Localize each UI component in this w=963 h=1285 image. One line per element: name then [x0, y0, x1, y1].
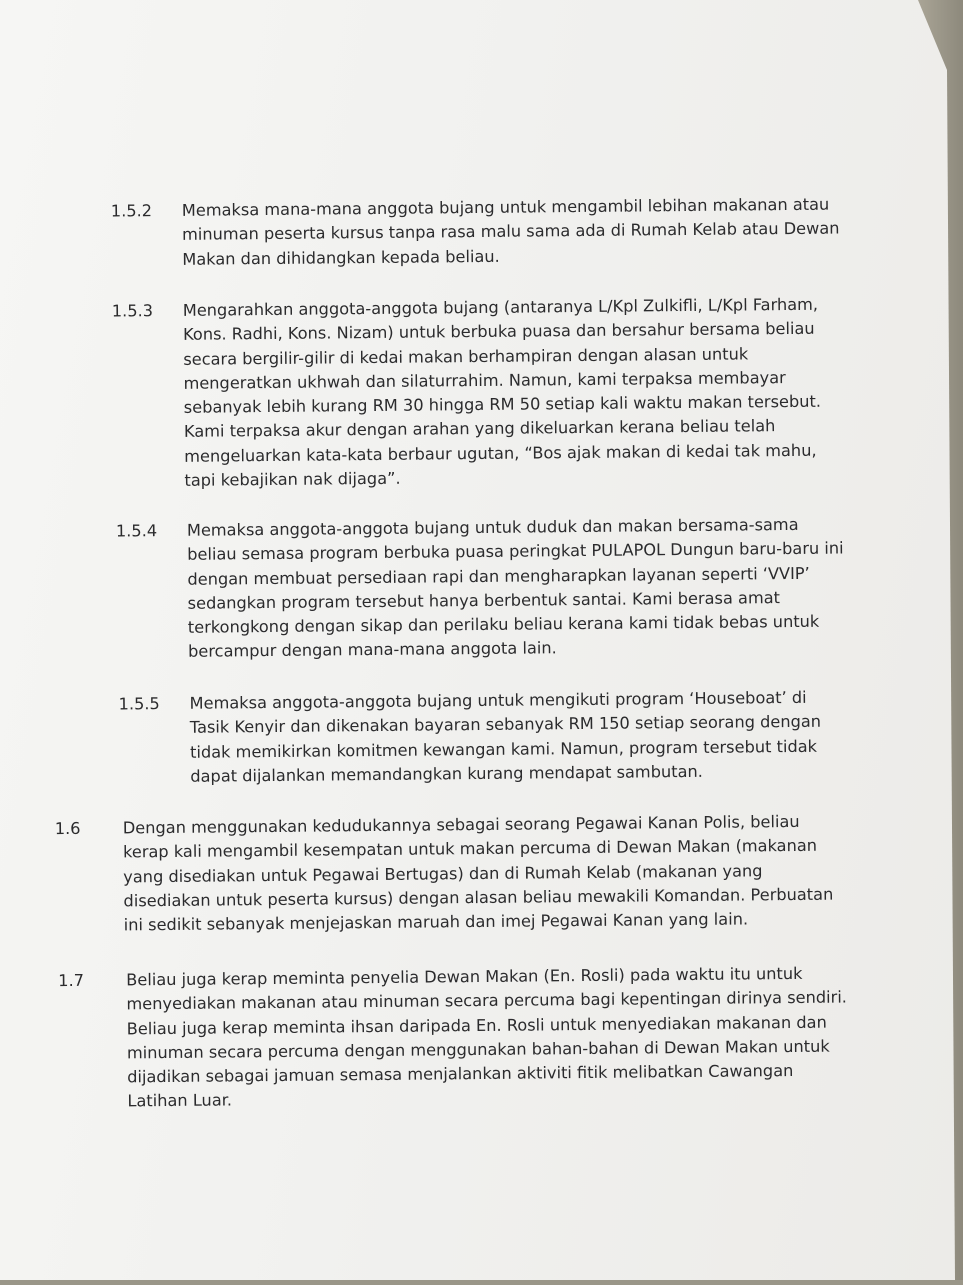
- clause-number: 1.5.3: [111, 301, 154, 321]
- clause-number: 1.5.5: [118, 694, 160, 714]
- clause-number: 1.6: [54, 818, 81, 839]
- clause-text: Memaksa mana-mana anggota bujang untuk mengambil lebihan makanan atau minuman peserta kursus tanpa rasa malu sama ada di Rumah Kelab atau Dewan Makan dan dihidangkan kepada beliau.: [181, 194, 840, 269]
- clause-text: Memaksa anggota-anggota bujang untuk mengikuti program ‘Houseboat’ di Tasik Kenyir dan dikenakan bayaran sebanyak RM 150 setiap seorang dengan tidak memikirkan komitmen kewangan kami. Namun, program tersebut tidak dapat dijalankan memandangkan kurang mendapat sambutan.: [189, 687, 822, 786]
- clause-text: Beliau juga kerap meminta penyelia Dewan Makan (En. Rosli) pada waktu itu untuk menyediakan makanan atau minuman secara percuma bagi kepentingan dirinya sendiri. Beliau juga kerap meminta ihsan daripada En. Rosli untuk menyediakan makanan dan minuman secara percuma dengan menggunakan bahan-bahan di Dewan Makan untuk dijadikan sebagai jamuan semasa menjalankan aktiviti fitik melibatkan Cawangan Latihan Luar.: [126, 963, 848, 1111]
- clause-number: 1.5.4: [115, 521, 158, 541]
- clause-number: 1.5.2: [110, 201, 153, 221]
- clause-number: 1.7: [58, 970, 85, 991]
- clause-text: Dengan menggunakan kedudukannya sebagai seorang Pegawai Kanan Polis, beliau kerap kali mengambil kesempatan untuk makan percuma di Dewan Makan (makanan yang disediakan untuk Pegawai Bertugas) dan di Rumah Kelab (makanan yang disediakan untuk peserta kursus) dengan alasan beliau mewakili Komandan. Perbuatan ini sedikit sebanyak menjejaskan maruah dan imej Pegawai Kanan yang lain.: [122, 811, 834, 935]
- clause-text: Mengarahkan anggota-anggota bujang (antaranya L/Kpl Zulkifli, L/Kpl Farham, Kons. Radhi, Kons. Nizam) untuk berbuka puasa dan bersahur bersama beliau secara bergilir-gilir di kedai makan berhampiran dengan alasan untuk mengeratkan ukhwah dan silaturrahim. Namun, kami terpaksa membayar sebanyak lebih kurang RM 30 hingga RM 50 setiap kali waktu makan tersebut. Kami terpaksa akur dengan arahan yang dikeluarkan kerana beliau telah mengeluarkan kata-kata berbaur ugutan, “Bos ajak makan di kedai tak mahu, tapi kebajikan nak dijaga”.: [182, 294, 822, 490]
- clause-text: Memaksa anggota-anggota bujang untuk duduk dan makan bersama-sama beliau semasa program berbuka puasa peringkat PULAPOL Dungun baru-baru ini dengan membuat persediaan rapi dan mengharapkan layanan seperti ‘VVIP’ sedangkan program tersebut hanya berbentuk santai. Kami berasa amat terkongkong dengan sikap dan perilaku beliau kerana kami tidak bebas untuk bercampur dengan mana-mana anggota lain.: [186, 514, 844, 662]
